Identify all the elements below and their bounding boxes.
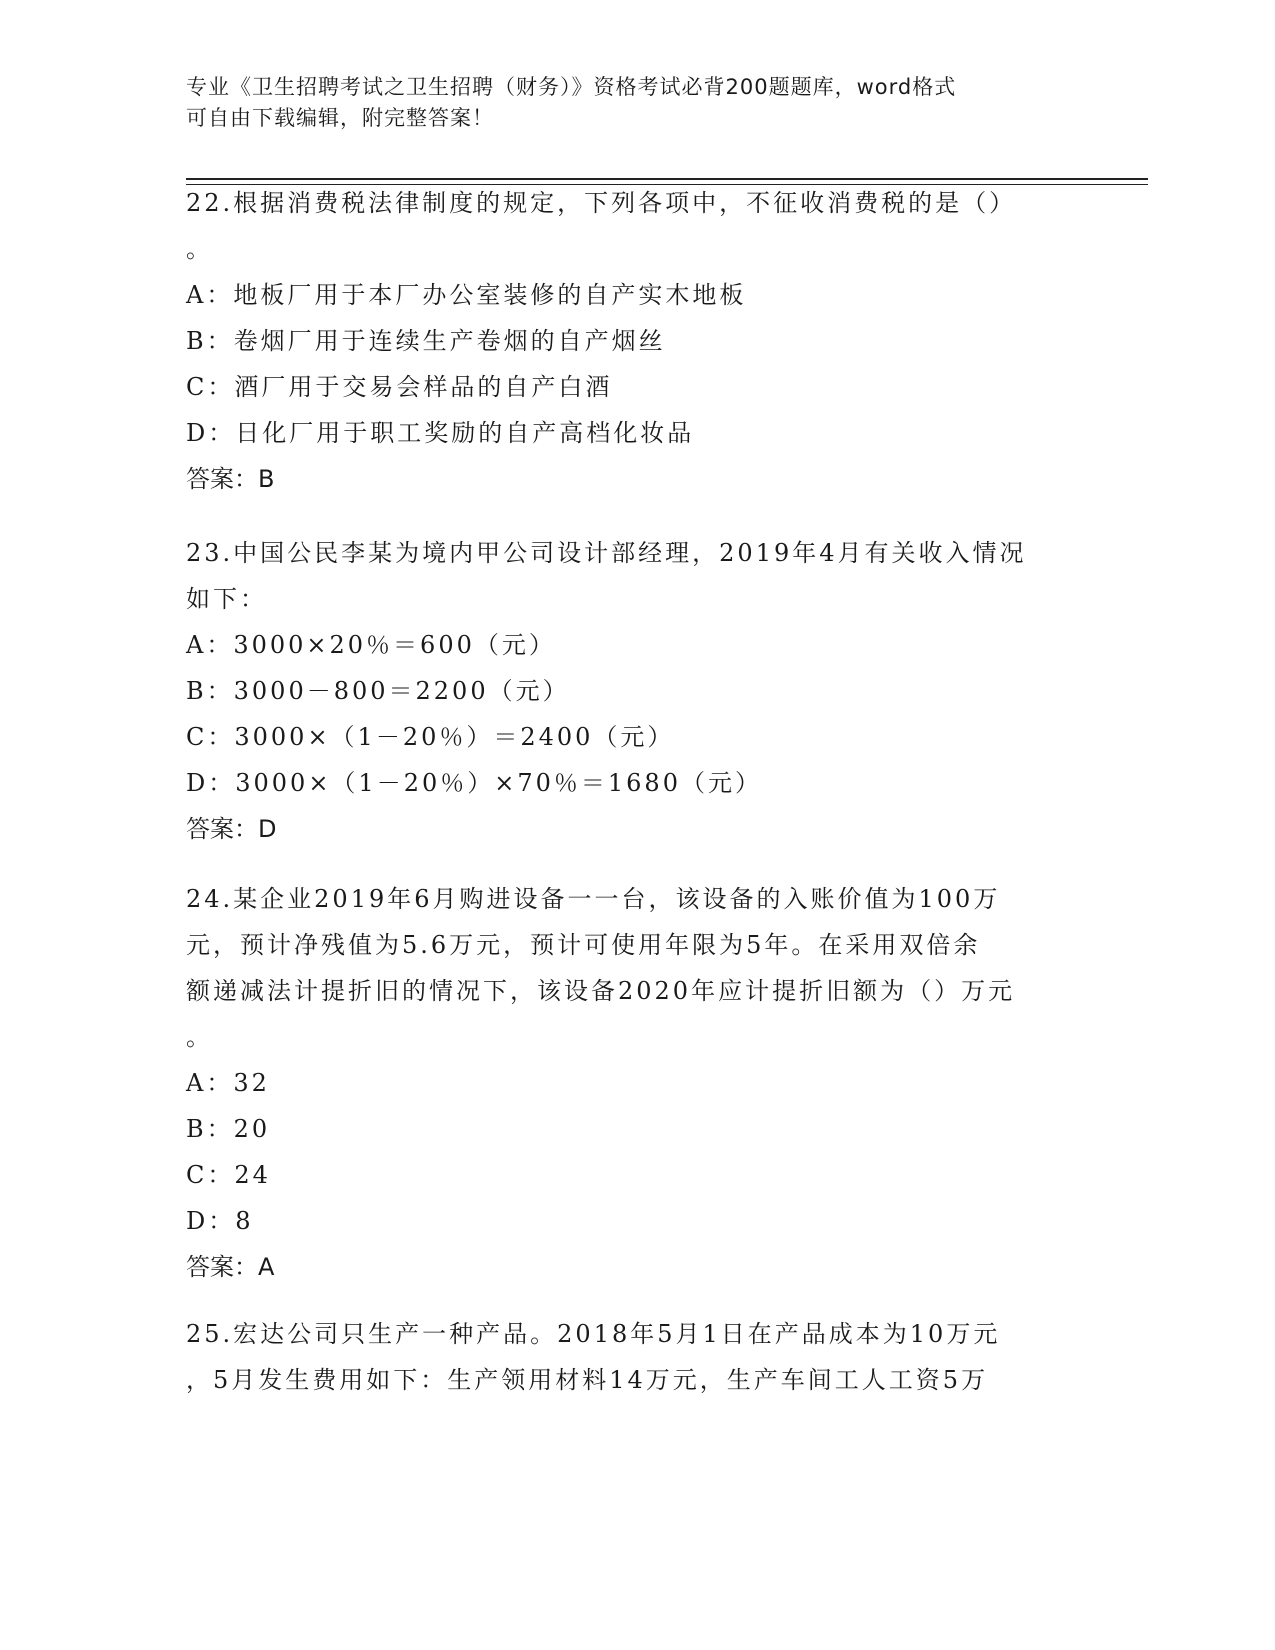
question-22	[186, 180, 1086, 502]
question-stem-line: 。	[186, 1023, 213, 1051]
answer-label: 答案：D	[186, 815, 277, 843]
header-line-1: 专业《卫生招聘考试之卫生招聘（财务）》资格考试必背200题题库，word格式	[186, 75, 957, 99]
question-stem-line: ，5月发生费用如下：生产领用材料14万元，生产车间工人工资5万	[186, 1366, 989, 1394]
option-d: D：日化厂用于职工奖励的自产高档化妆品	[186, 419, 695, 447]
option-a: A：32	[186, 1069, 270, 1097]
option-b: B：20	[186, 1115, 271, 1143]
option-b: B：3000－800＝2200（元）	[186, 677, 570, 705]
option-c: C：24	[186, 1161, 271, 1189]
question-stem-line: 22.根据消费税法律制度的规定，下列各项中，不征收消费税的是（）	[186, 189, 1017, 217]
option-a: A：3000×20％＝600（元）	[186, 631, 556, 659]
question-stem-line: 24.某企业2019年6月购进设备一一台，该设备的入账价值为100万	[186, 885, 1001, 913]
option-d: D：8	[186, 1207, 254, 1235]
answer-label: 答案：A	[186, 1253, 275, 1281]
question-24	[186, 876, 1086, 1290]
question-23	[186, 530, 1086, 852]
option-b: B：卷烟厂用于连续生产卷烟的自产烟丝	[186, 327, 666, 355]
question-stem-line: 如下：	[186, 585, 267, 613]
document-header	[186, 72, 1066, 134]
question-stem-line: 额递减法计提折旧的情况下，该设备2020年应计提折旧额为（）万元	[186, 977, 1016, 1005]
question-stem-line: 元，预计净残值为5.6万元，预计可使用年限为5年。在采用双倍余	[186, 931, 981, 959]
question-25	[186, 1311, 1086, 1403]
option-c: C：酒厂用于交易会样品的自产白酒	[186, 373, 613, 401]
header-line-2: 可自由下载编辑，附完整答案！	[186, 106, 494, 130]
question-stem-line: 25.宏达公司只生产一种产品。2018年5月1日在产品成本为10万元	[186, 1320, 1001, 1348]
option-d: D：3000×（1－20％）×70％＝1680（元）	[186, 769, 762, 797]
option-c: C：3000×（1－20％）＝2400（元）	[186, 723, 675, 751]
answer-label: 答案：B	[186, 465, 275, 493]
option-a: A：地板厂用于本厂办公室装修的自产实木地板	[186, 281, 747, 309]
question-stem-line: 。	[186, 235, 213, 263]
question-stem-line: 23.中国公民李某为境内甲公司设计部经理，2019年4月有关收入情况	[186, 539, 1027, 567]
